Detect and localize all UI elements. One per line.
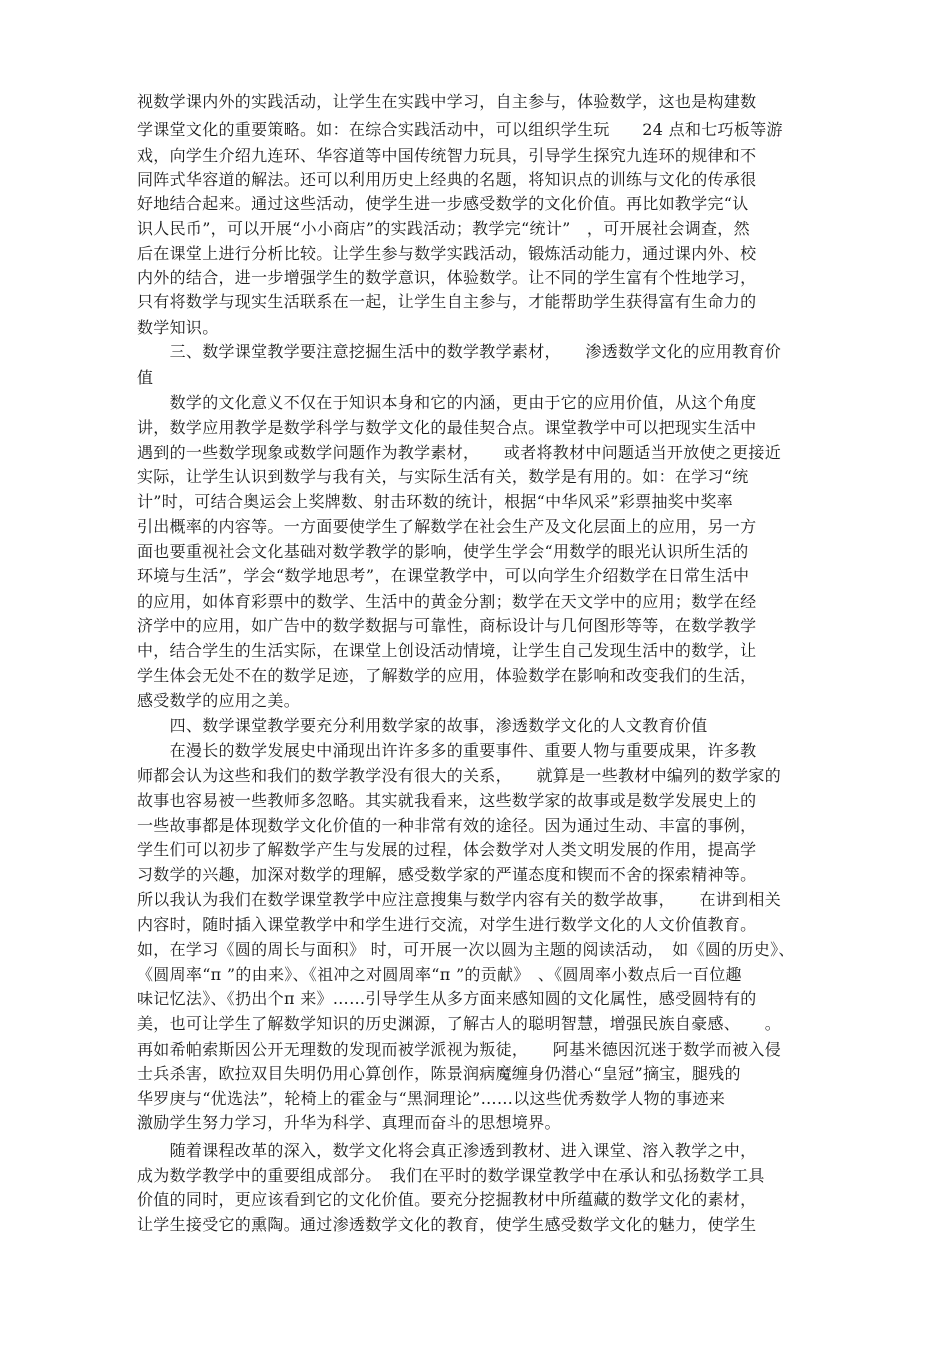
text-line: 感受数学的应用之美。 <box>137 691 301 710</box>
section-heading: 四、数学课堂教学要充分利用数学家的故事，渗透数学文化的人文教育价值 <box>137 716 708 735</box>
text-line: 美，也可让学生了解数学知识的历史渊源，了解古人的聪明智慧，增强民族自豪感、 。 <box>137 1014 782 1033</box>
text-line: 故事也容易被一些教师多忽略。其实就我看来，这些数学家的故事或是数学发展史上的 <box>137 791 757 810</box>
text-line: 中，结合学生的生活实际，在课堂上创设活动情境，让学生自己发现生活中的数学，让 <box>137 641 757 660</box>
text-line: 所以我认为我们在数学课堂教学中应注意搜集与数学内容有关的数学故事， 在讲到相关 <box>137 890 782 909</box>
text-line: 视数学课内外的实践活动，让学生在实践中学习，自主参与，体验数学，这也是构建数 <box>137 92 757 111</box>
text-line: 学生体会无处不在的数学足迹，了解数学的应用，体验数学在影响和改变我们的生活， <box>137 666 757 685</box>
text-line: 讲，数学应用教学是数学科学与数学文化的最佳契合点。课堂教学中可以把现实生活中 <box>137 418 757 437</box>
section-heading: 三、数学课堂教学要注意挖掘生活中的数学教学素材， 渗透数学文化的应用教育价 <box>137 342 782 361</box>
text-line: 学课堂文化的重要策略。如：在综合实践活动中，可以组织学生玩 24 点和七巧板等游 <box>137 120 783 139</box>
text-line: 师都会认为这些和我们的数学教学没有很大的关系， 就算是一些教材中编列的数学家的 <box>137 766 782 785</box>
text-line: 一些故事都是体现数学文化价值的一种非常有效的途径。因为通过生动、丰富的事例， <box>137 816 757 835</box>
text-line: 士兵杀害，欧拉双目失明仍用心算创作，陈景润病魔缠身仍潜心“皇冠”摘宝，腿残的 <box>137 1064 741 1083</box>
text-line: 内容时，随时插入课堂教学中和学生进行交流，对学生进行数学文化的人文价值教育。 <box>137 915 757 934</box>
section-heading: 值 <box>137 368 154 387</box>
text-line: 数学的文化意义不仅在于知识本身和它的内涵，更由于它的应用价值，从这个角度 <box>137 393 757 412</box>
text-line: 同阵式华容道的解法。还可以利用历史上经典的名题，将知识点的训练与文化的传承很 <box>137 170 757 189</box>
text-line: 华罗庚与“优选法”，轮椅上的霍金与“黑洞理论”……以这些优秀数学人物的事迹来 <box>137 1089 726 1108</box>
text-line: 味记忆法》、《扔出个π 来》……引导学生从多方面来感知圆的文化属性，感受圆特有的 <box>137 989 757 1008</box>
text-line: 计”时，可结合奥运会上奖牌数、射击环数的统计，根据“中华风采”彩票抽奖中奖率 <box>137 492 733 511</box>
text-line: 让学生接受它的熏陶。通过渗透数学文化的教育，使学生感受数学文化的魅力，使学生 <box>137 1215 757 1234</box>
text-line: 成为数学教学中的重要组成部分。 我们在平时的数学课堂教学中在承认和弘扬数学工具 <box>137 1166 765 1185</box>
text-line: 面也要重视社会文化基础对数学教学的影响，使学生学会“用数学的眼光认识所生活的 <box>137 542 749 561</box>
text-line: 遇到的一些数学现象或数学问题作为教学素材， 或者将教材中问题适当开放使之更接近 <box>137 443 782 462</box>
text-line: 学生们可以初步了解数学产生与发展的过程，体会数学对人类文明发展的作用，提高学 <box>137 840 757 859</box>
text-line: 的应用，如体育彩票中的数学、生活中的黄金分割；数学在天文学中的应用；数学在经 <box>137 592 757 611</box>
text-line: 后在课堂上进行分析比较。让学生参与数学实践活动，锻炼活动能力，通过课内外、校 <box>137 244 757 263</box>
text-line: 戏，向学生介绍九连环、华容道等中国传统智力玩具，引导学生探究九连环的规律和不 <box>137 146 757 165</box>
text-line: 环境与生活”，学会“数学地思考”，在课堂教学中，可以向学生介绍数学在日常生活中 <box>137 566 750 585</box>
text-line: 如，在学习《圆的周长与面积》 时，可开展一次以圆为主题的阅读活动， 如《圆的历史》、 <box>137 940 795 959</box>
text-line: 激励学生努力学习，升华为科学、真理而奋斗的思想境界。 <box>137 1113 561 1132</box>
text-line: 识人民币”，可以开展“小小商店”的实践活动；教学完“统计” ，可开展社会调查，然 <box>137 219 750 238</box>
text-line: 好地结合起来。通过这些活动，使学生进一步感受数学的文化价值。再比如教学完“认 <box>137 194 749 213</box>
text-line: 习数学的兴趣，加深对数学的理解，感受数学家的严谨态度和锲而不舍的探索精神等。 <box>137 865 757 884</box>
text-line: 随着课程改革的深入，数学文化将会真正渗透到教材、进入课堂、溶入教学之中， <box>137 1141 757 1160</box>
text-line: 再如希帕索斯因公开无理数的发现而被学派视为叛徒， 阿基米德因沉迷于数学而被入侵 <box>137 1040 782 1059</box>
text-line: 引出概率的内容等。一方面要使学生了解数学在社会生产及文化层面上的应用，另一方 <box>137 517 757 536</box>
text-line: 实际，让学生认识到数学与我有关，与实际生活有关，数学是有用的。如：在学习“统 <box>137 467 749 486</box>
text-line: 只有将数学与现实生活联系在一起，让学生自主参与，才能帮助学生获得富有生命力的 <box>137 292 757 311</box>
text-line: 在漫长的数学发展史中涌现出许许多多的重要事件、重要人物与重要成果，许多教 <box>137 741 757 760</box>
text-line: 济学中的应用，如广告中的数学数据与可靠性，商标设计与几何图形等等，在数学教学 <box>137 616 757 635</box>
text-line: 内外的结合，进一步增强学生的数学意识，体验数学。让不同的学生富有个性地学习， <box>137 268 757 287</box>
text-line: 价值的同时，更应该看到它的文化价值。要充分挖掘教材中所蕴藏的数学文化的素材， <box>137 1190 757 1209</box>
text-line: 《圆周率“π ”的由来》、《祖冲之对圆周率“π ”的贡献》 、《圆周率小数点后一百位趣 <box>137 965 742 984</box>
text-line: 数学知识。 <box>137 318 219 337</box>
